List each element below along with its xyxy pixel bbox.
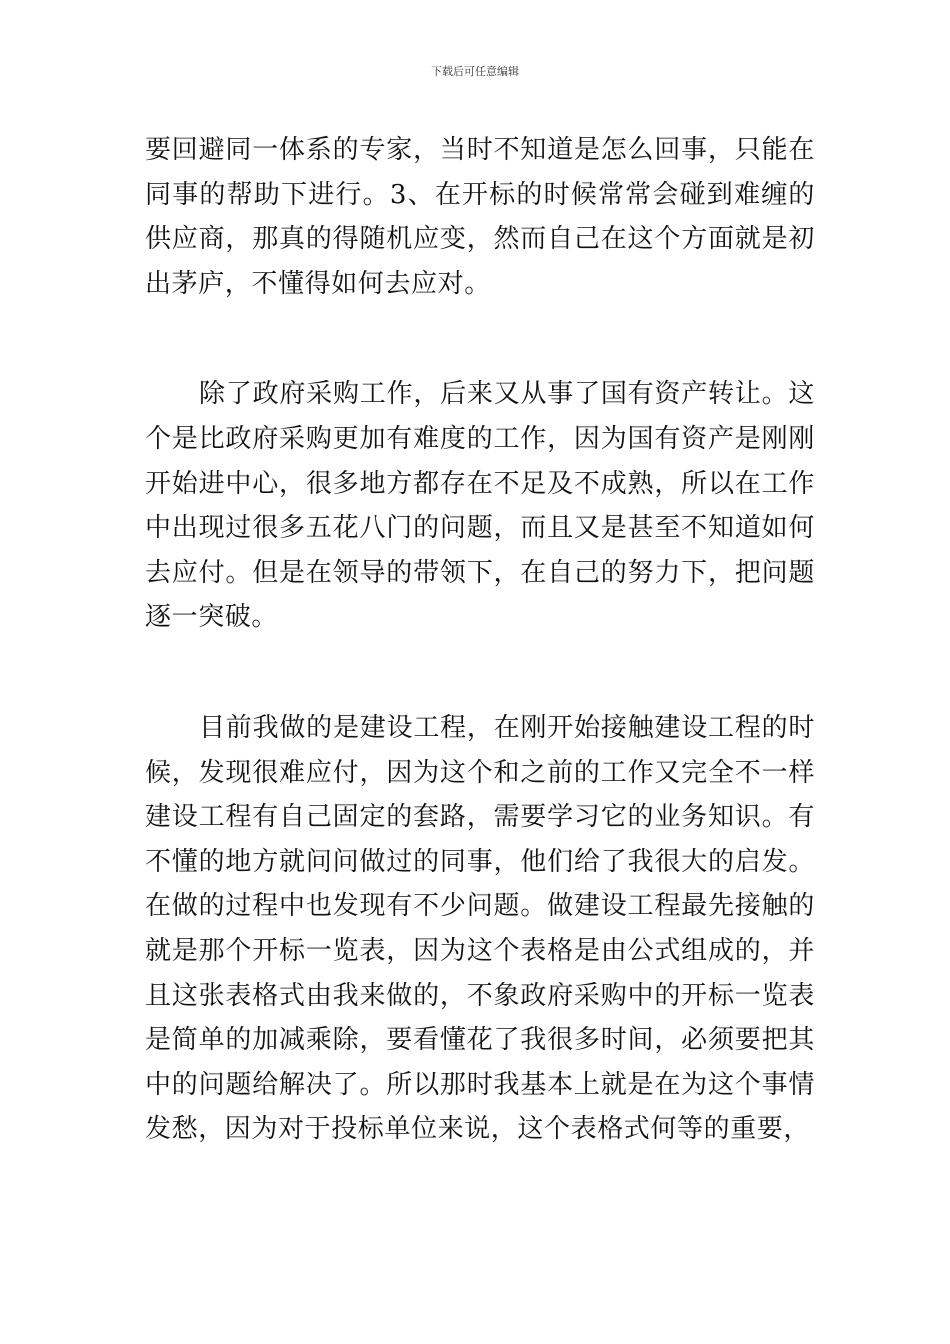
- paragraph-3: 目前我做的是建设工程，在刚开始接触建设工程的时候，发现很难应付，因为这个和之前的工作又完全不一样建设工程有自己固定的套路，需要学习它的业务知识。有不懂的地方就问问做过的同事，他们给了我很大的启发。在做的过程中也发现有不少问题。做建设工程最先接触的就是那个开标一览表，因为这个表格是由公式组成的，并且这张表格式由我来做的，不象政府采购中的开标一览表是简单的加减乘除，要看懂花了我很多时间，必须要把其中的问题给解决了。所以那时我基本上就是在为这个事情发愁，因为对于投标单位来说，这个表格式何等的重要，: [145, 712, 815, 1145]
- paragraph-spacer: [145, 306, 815, 372]
- paragraph-1: 要回避同一体系的专家，当时不知道是怎么回事，只能在同事的帮助下进行。3、在开标的时候常常会碰到难缠的供应商，那真的得随机应变，然而自己在这个方面就是初出茅庐，不懂得如何去应对。: [145, 135, 815, 299]
- paragraph-2: 除了政府采购工作，后来又从事了国有资产转让。这个是比政府采购更加有难度的工作，因为国有资产是刚刚开始进中心，很多地方都存在不足及不成熟，所以在工作中出现过很多五花八门的问题，而且又是甚至不知道如何去应付。但是在领导的带领下，在自己的努力下，把问题逐一突破。: [145, 379, 815, 633]
- paragraph-spacer: [145, 640, 815, 706]
- document-body: [145, 128, 815, 1152]
- page-header: 下载后可任意编辑: [431, 65, 519, 78]
